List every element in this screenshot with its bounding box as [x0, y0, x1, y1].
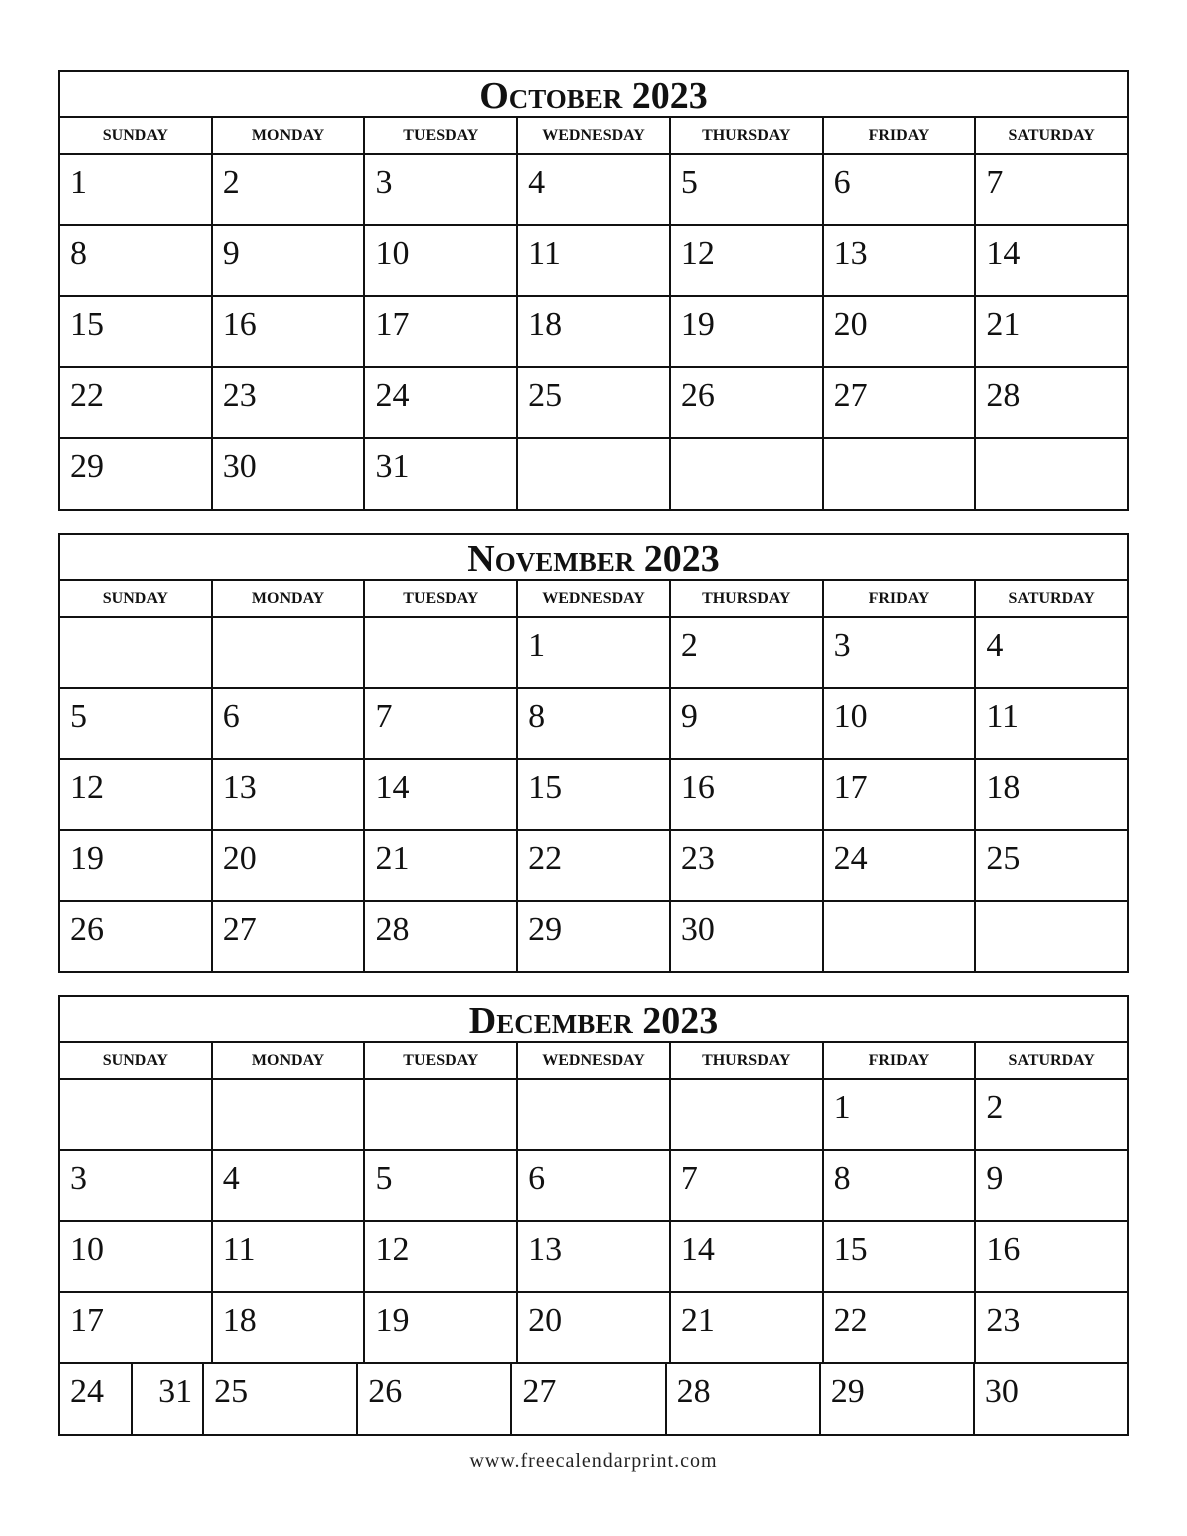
day-cell: 24 — [365, 368, 518, 437]
weekday-label: SATURDAY — [1008, 127, 1095, 144]
day-cell: 11 — [518, 226, 671, 295]
week-row — [60, 1293, 1127, 1364]
month-title: December 2023 — [60, 997, 1127, 1043]
day-cell: 18 — [518, 297, 671, 366]
day-cell: 3 — [365, 155, 518, 224]
day-cell: 10 — [824, 689, 977, 758]
day-cell — [213, 618, 366, 687]
day-cell: 8 — [824, 1151, 977, 1220]
day-cell: 1 — [518, 618, 671, 687]
day-cell: 4 — [213, 1151, 366, 1220]
day-cell: 11 — [213, 1222, 366, 1291]
day-cell: 6 — [518, 1151, 671, 1220]
day-cell: 25 — [204, 1364, 358, 1434]
day-cell: 7 — [986, 164, 1004, 201]
month-calendar-december — [58, 995, 1129, 1436]
week-row — [60, 831, 1127, 902]
day-cell: 2 — [986, 1089, 1004, 1126]
day-cell: 10 — [60, 1222, 213, 1291]
day-cell: 15 — [824, 1222, 977, 1291]
week-rows — [60, 155, 1127, 509]
day-cell: 4 — [518, 155, 671, 224]
weekday-label: WEDNESDAY — [518, 1043, 671, 1078]
day-cell: 23 — [213, 368, 366, 437]
weekday-label: FRIDAY — [824, 1043, 977, 1078]
split-cell-divider — [131, 1364, 133, 1434]
day-cell: 14 — [986, 235, 1021, 272]
day-cell: 22 — [518, 831, 671, 900]
day-cell: 15 — [60, 297, 213, 366]
day-cell: 9 — [986, 1160, 1004, 1197]
weekday-label: TUESDAY — [365, 1043, 518, 1078]
week-rows — [60, 618, 1127, 972]
day-cell: 27 — [824, 368, 977, 437]
weekday-label: MONDAY — [213, 118, 366, 153]
day-cell: 28 — [986, 377, 1021, 414]
day-cell: 29 — [518, 902, 671, 972]
weekday-header-row — [60, 581, 1127, 618]
day-cell: 3 — [824, 618, 977, 687]
day-cell: 21 — [986, 306, 1021, 343]
day-cell — [365, 1080, 518, 1149]
day-cell: 28 — [365, 902, 518, 972]
weekday-header-row — [60, 1043, 1127, 1080]
day-cell — [671, 1080, 824, 1149]
day-cell: 8 — [60, 226, 213, 295]
week-row — [60, 689, 1127, 760]
weekday-label: SUNDAY — [60, 118, 213, 153]
week-row — [60, 1364, 1127, 1434]
day-cell — [60, 1364, 204, 1434]
day-cell: 23 — [671, 831, 824, 900]
weekday-label: THURSDAY — [671, 581, 824, 616]
day-cell: 31 — [365, 439, 518, 509]
day-cell: 12 — [60, 760, 213, 829]
day-cell: 18 — [213, 1293, 366, 1362]
footer-website: www.freecalendarprint.com — [469, 1450, 718, 1472]
day-cell: 29 — [821, 1364, 975, 1434]
weekday-label: MONDAY — [213, 1043, 366, 1078]
month-calendar-november — [58, 533, 1129, 973]
week-row — [60, 439, 1127, 509]
day-cell: 19 — [671, 297, 824, 366]
day-cell — [671, 439, 824, 509]
day-cell: 20 — [824, 297, 977, 366]
day-cell: 6 — [824, 155, 977, 224]
day-cell: 16 — [671, 760, 824, 829]
day-cell: 1 — [824, 1080, 977, 1149]
weekday-label: FRIDAY — [824, 118, 977, 153]
week-row — [60, 1151, 1127, 1222]
day-cell: 1 — [60, 155, 213, 224]
weekday-label: THURSDAY — [671, 1043, 824, 1078]
day-cell: 23 — [986, 1302, 1021, 1339]
day-cell: 13 — [213, 760, 366, 829]
day-cell: 12 — [365, 1222, 518, 1291]
day-cell: 5 — [60, 689, 213, 758]
week-row — [60, 226, 1127, 297]
day-cell: 15 — [518, 760, 671, 829]
day-cell: 22 — [824, 1293, 977, 1362]
week-row — [60, 368, 1127, 439]
day-number: 24 — [70, 1373, 104, 1410]
day-cell: 24 — [824, 831, 977, 900]
day-cell — [824, 439, 977, 509]
weekday-label: SATURDAY — [1008, 1052, 1095, 1069]
day-cell: 19 — [365, 1293, 518, 1362]
day-cell: 16 — [213, 297, 366, 366]
day-cell: 30 — [984, 1373, 1019, 1410]
day-cell: 20 — [213, 831, 366, 900]
day-cell — [518, 439, 671, 509]
month-title: October 2023 — [60, 72, 1127, 118]
day-cell — [213, 1080, 366, 1149]
day-cell: 18 — [986, 769, 1021, 806]
day-cell: 13 — [518, 1222, 671, 1291]
week-row — [60, 760, 1127, 831]
day-cell: 6 — [213, 689, 366, 758]
day-cell: 26 — [60, 902, 213, 972]
weekday-label: MONDAY — [213, 581, 366, 616]
weekday-label: WEDNESDAY — [518, 581, 671, 616]
day-cell: 10 — [365, 226, 518, 295]
week-row — [60, 1080, 1127, 1151]
day-cell: 25 — [518, 368, 671, 437]
day-cell: 26 — [358, 1364, 512, 1434]
week-row — [60, 1222, 1127, 1293]
weekday-label: SATURDAY — [1008, 590, 1095, 607]
week-row — [60, 297, 1127, 368]
day-cell: 2 — [213, 155, 366, 224]
weekday-label: TUESDAY — [365, 581, 518, 616]
day-cell: 14 — [365, 760, 518, 829]
day-cell: 21 — [671, 1293, 824, 1362]
day-cell — [976, 902, 1127, 972]
day-cell: 25 — [986, 840, 1021, 877]
day-cell: 4 — [986, 627, 1004, 664]
month-title: November 2023 — [60, 535, 1127, 581]
day-cell: 9 — [213, 226, 366, 295]
week-rows — [60, 1080, 1127, 1434]
day-cell: 17 — [824, 760, 977, 829]
day-cell: 22 — [60, 368, 213, 437]
week-row — [60, 155, 1127, 226]
day-cell: 17 — [365, 297, 518, 366]
day-cell: 7 — [671, 1151, 824, 1220]
day-cell: 12 — [671, 226, 824, 295]
day-cell: 27 — [512, 1364, 666, 1434]
day-cell: 30 — [671, 902, 824, 972]
weekday-label: WEDNESDAY — [518, 118, 671, 153]
day-cell: 14 — [671, 1222, 824, 1291]
day-cell: 29 — [60, 439, 213, 509]
day-cell: 2 — [671, 618, 824, 687]
day-cell: 17 — [60, 1293, 213, 1362]
day-cell: 27 — [213, 902, 366, 972]
day-cell: 13 — [824, 226, 977, 295]
day-cell — [824, 902, 977, 972]
day-cell — [365, 618, 518, 687]
week-row — [60, 902, 1127, 972]
weekday-label: SUNDAY — [60, 581, 213, 616]
day-cell: 16 — [986, 1231, 1021, 1268]
weekday-label: FRIDAY — [824, 581, 977, 616]
weekday-label: THURSDAY — [671, 118, 824, 153]
day-cell: 9 — [671, 689, 824, 758]
day-cell: 20 — [518, 1293, 671, 1362]
month-calendar-october — [58, 70, 1129, 511]
day-cell — [60, 1080, 213, 1149]
week-row — [60, 618, 1127, 689]
weekday-header-row — [60, 118, 1127, 155]
day-cell: 19 — [60, 831, 213, 900]
day-cell: 5 — [365, 1151, 518, 1220]
day-cell: 30 — [213, 439, 366, 509]
day-cell: 8 — [518, 689, 671, 758]
day-cell: 7 — [365, 689, 518, 758]
day-cell: 26 — [671, 368, 824, 437]
day-cell: 3 — [60, 1151, 213, 1220]
day-number: 31 — [158, 1373, 193, 1410]
day-cell — [976, 439, 1127, 509]
day-cell — [518, 1080, 671, 1149]
weekday-label: SUNDAY — [60, 1043, 213, 1078]
day-cell: 21 — [365, 831, 518, 900]
day-cell: 11 — [986, 698, 1020, 735]
day-cell: 28 — [667, 1364, 821, 1434]
day-cell — [60, 618, 213, 687]
day-cell: 5 — [671, 155, 824, 224]
weekday-label: TUESDAY — [365, 118, 518, 153]
